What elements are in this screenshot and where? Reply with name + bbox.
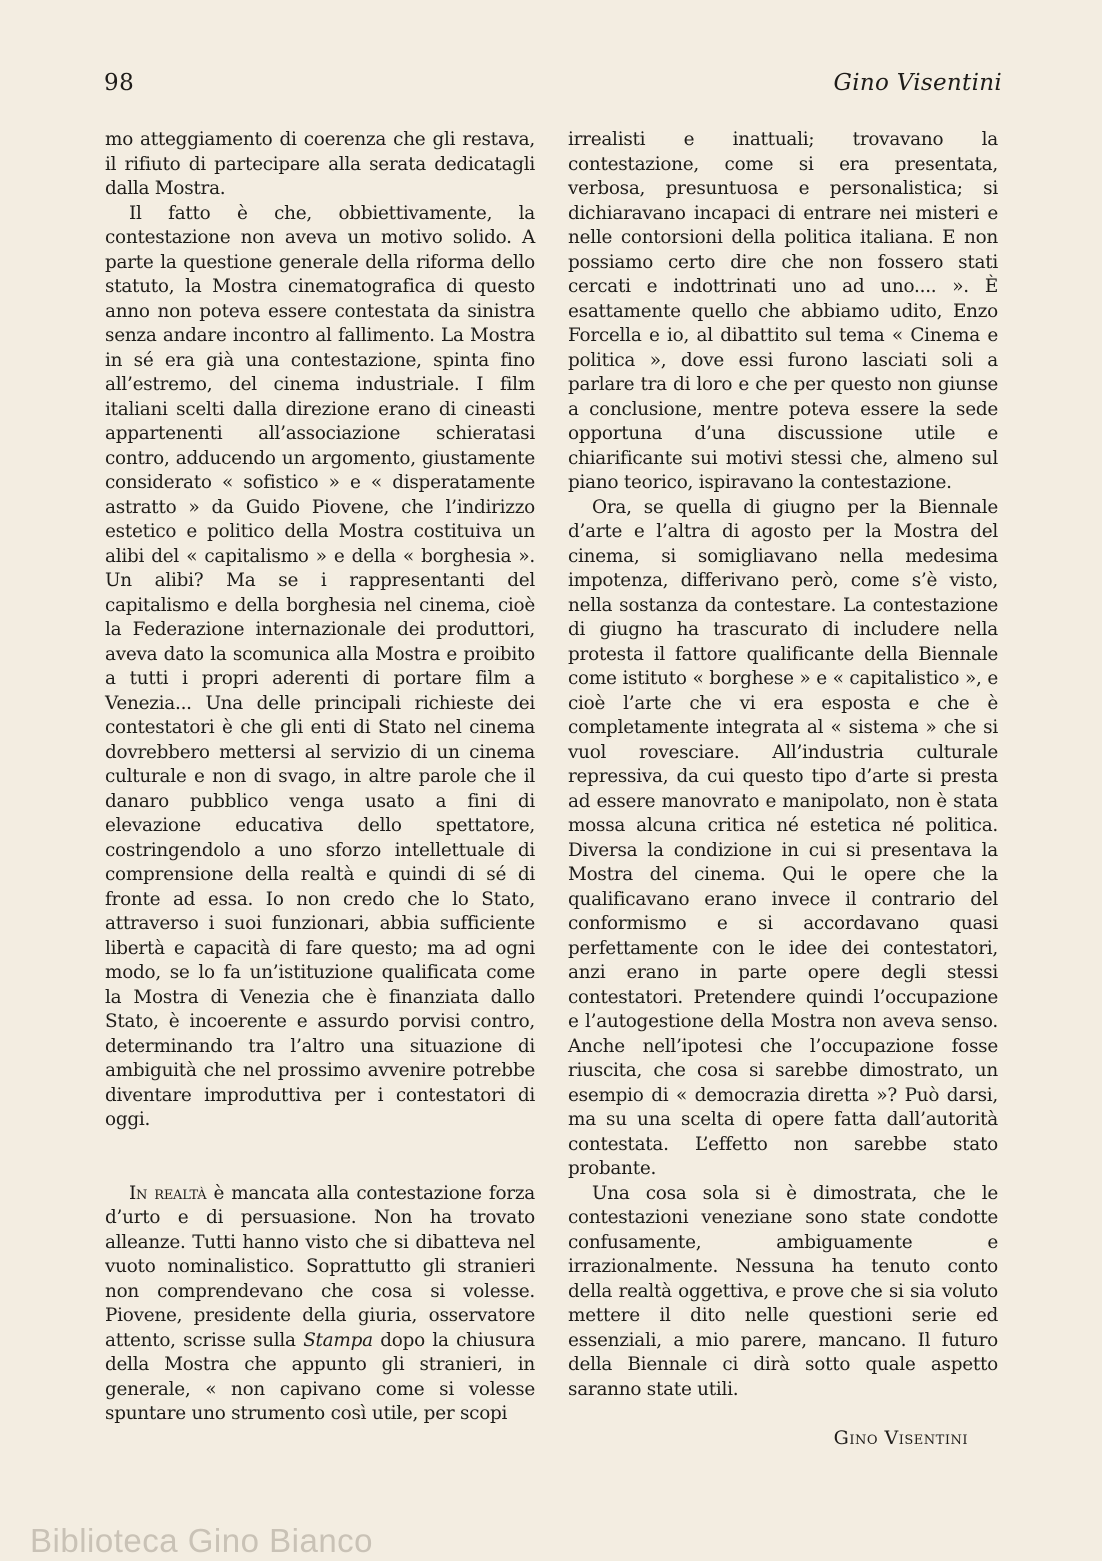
paragraph-text: è mancata alla contestazione forza d’urto e di persuasione. Non ha trovato alleanze. Tutti hanno visto che si dibatteva nel vuoto nominalistico. Soprattutto gli stranieri non comprendevano che cosa si volesse. Piovene, presidente della giuria, osservatore attento, scrisse sulla: [105, 1182, 535, 1351]
library-watermark: Biblioteca Gino Bianco: [30, 1522, 374, 1559]
page-number: 98: [104, 70, 135, 96]
paragraph: Una cosa sola si è dimostrata, che le contestazioni veneziane sono state condotte confusamente, ambiguamente e irrazionalmente. Nessuna ha tenuto conto della realtà oggettiva, e prove che si sia voluto mettere il dito nelle questioni serie ed essenziali, a mio parere, mancano. Il futuro della Biennale ci dirà sotto quale aspetto saranno state utili.: [568, 1182, 998, 1400]
newspaper-title: Stampa: [303, 1329, 373, 1351]
section-lead-in: In realtà: [129, 1182, 207, 1204]
section-paragraph: [105, 1182, 535, 1427]
paragraph-text: dopo la chiusura della Mostra che appunto gli stranieri, in generale, « non capivano come si volesse spuntare uno strumento così utile, per scopi: [105, 1329, 535, 1424]
paragraph: irrealisti e inattuali; trovavano la contestazione, come si era presentata, verbosa, presuntuosa e personalistica; si dichiaravano incapaci di entrare nei misteri e nelle contorsioni della politica italiana. E non possiamo certo dire che non fossero stati cercati e indottrinati uno ad uno.... ». È esattamente quello che abbiamo udito, Enzo Forcella e io, al dibattito sul tema « Cinema e politica », dove essi furono lasciati soli a parlare tra di loro e che per questo non giunse a conclusione, mentre poteva essere la sede opportuna d’una discussione utile e chiarificante sui motivi stessi che, almeno sul piano teorico, ispiravano la contestazione.: [568, 129, 998, 493]
paragraph: mo atteggiamento di coerenza che gli restava, il rifiuto di partecipare alla serata dedicatagli dalla Mostra.: [105, 129, 535, 199]
paragraph: Il fatto è che, obbiettivamente, la contestazione non aveva un motivo solido. A parte la questione generale della riforma dello statuto, la Mostra cinematografica di questo anno non poteva essere contestata da sinistra senza andare incontro al fallimento. La Mostra in sé era già una contestazione, spinta fino all’estremo, del cinema industriale. I film italiani scelti dalla direzione erano di cineasti appartenenti all’associazione schieratasi contro, adducendo un argomento, giustamente considerato « sofistico » e « disperatamente astratto » da Guido Piovene, che l’indirizzo estetico e politico della Mostra costituiva un alibi del « capitalismo » e della « borghesia ». Un alibi? Ma se i rappresentanti del capitalismo e della borghesia nel cinema, cioè la Federazione internazionale dei produttori, aveva dato la scomunica alla Mostra e proibito a tutti i propri aderenti di portare film a Venezia... Una delle principali richieste dei contestatori è che gli enti di Stato nel cinema dovrebbero mettersi al servizio di un cinema culturale e non di svago, in altre parole che il danaro pubblico venga usato a fini di elevazione educativa dello spettatore, costringendolo a uno sforzo intellettuale di comprensione della realtà e quindi di sé di fronte ad essa. Io non credo che lo Stato, attraverso i suoi funzionari, abbia sufficiente libertà e capacità di fare questo; ma ad ogni modo, se lo fa un’istituzione qualificata come la Mostra di Venezia che è finanziata dallo Stato, è incoerente e assurdo porvisi contro, determinando tra l’altro una situazione di ambiguità che nel prossimo avvenire potrebbe diventare improduttiva per i contestatori di oggi.: [105, 202, 535, 1130]
paragraph: Ora, se quella di giugno per la Biennale d’arte e l’altra di agosto per la Mostra del cinema, si somigliavano nella medesima impotenza, differivano però, come s’è visto, nella sostanza da contestare. La contestazione di giugno ha trascurato di includere nella protesta il fattore qualificante della Biennale come istituto « borghese » e « capitalistico », e cioè l’arte che vi era esposta e che è completamente integrata al « sistema » che si vuol rovesciare. All’industria culturale repressiva, da cui questo tipo d’arte si presta ad essere manovrato e manipolato, non è stata mossa alcuna critica né estetica né politica. Diversa la condizione in cui si presentava la Mostra del cinema. Qui le opere che la qualificavano erano invece il contrario del conformismo e si accordavano quasi perfettamente con le idee dei contestatori, anzi erano in parte opere degli stessi contestatori. Pretendere quindi l’occupazione e l’autogestione della Mostra non aveva senso. Anche nell’ipotesi che l’occupazione fosse riuscita, che cosa si sarebbe dimostrato, un esempio di « democrazia diretta »? Può darsi, ma su una scelta di opere fatta dall’autorità contestata. L’effetto non sarebbe stato probante.: [568, 496, 998, 1179]
left-column: [105, 128, 535, 1427]
right-column: [568, 128, 998, 1451]
running-head-author: Gino Visentini: [833, 70, 1002, 96]
author-signature: Gino Visentini: [833, 1427, 968, 1449]
